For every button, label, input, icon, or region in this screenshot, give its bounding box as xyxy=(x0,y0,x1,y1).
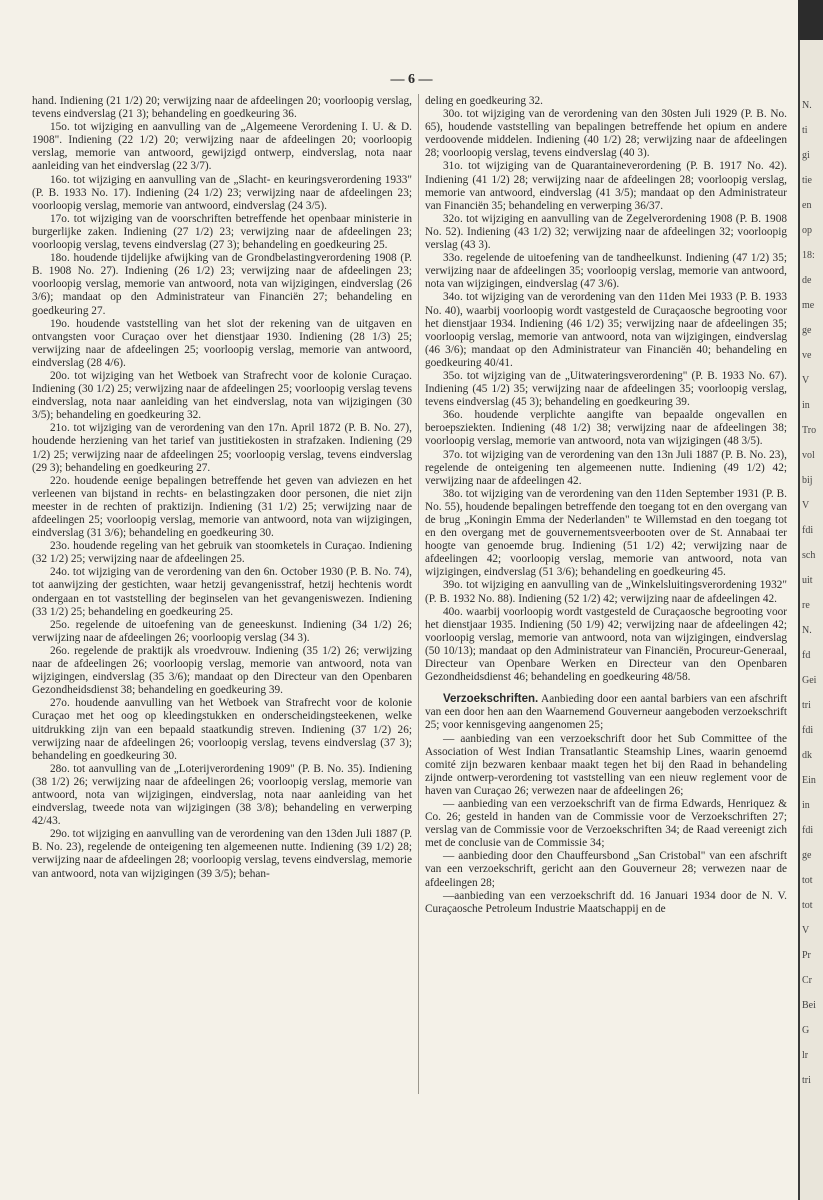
entry: 32o. tot wijziging en aanvulling van de Zegelverordening 1908 (P. B. 1908 No. 52). Indiening (43 1/2) 32; verwijzing naar de afdeelingen 32; voorloopig verslag (43 3). xyxy=(425,212,787,252)
entry: 33o. regelende de uitoefening van de tandheelkunst. Indiening (47 1/2) 35; verwijzing naar de afdeelingen 35; voorloopig verslag, memorie van antwoord, nota van wijzigingen, eindverslag (47 3/6). xyxy=(425,252,787,291)
margin-fragment: Tro xyxy=(802,425,817,436)
entry: 26o. regelende de praktijk als vroedvrouw. Indiening (35 1/2) 26; verwijzing naar de afdeelingen 26; voorloopig verslag, memorie van antwoord, nota van wijzigingen, eindverslag (35 3/6); mandaat op den Directeur van den Openbaren Gezondheidsdienst 38; behandeling en goedkeuring 39. xyxy=(32,644,412,697)
right-column xyxy=(425,95,787,916)
margin-fragment: de xyxy=(802,275,812,286)
margin-fragment: V xyxy=(802,375,810,386)
petition-item: — aanbieding door den Chauffeursbond „San Cristobal" van een afschrift van een verzoekschrift, gericht aan den Gouverneur 28; verwezen naar de afdeelingen 28; xyxy=(425,850,787,889)
entry: 24o. tot wijziging van de verordening van den 6n. October 1930 (P. B. No. 74), tot aanwijzing der gestichten, waar hetzij gevangenisstraf, hetzij hechtenis wordt ondergaan en tot vaststelling der beginselen van het gevangeniswezen. Indiening (33 1/2) 25; behandeling en goedkeuring 25. xyxy=(32,566,412,618)
margin-fragment: dk xyxy=(802,750,812,761)
margin-fragment: fdi xyxy=(802,825,814,836)
petition-item: —aanbieding van een verzoekschrift dd. 16 Januari 1934 door de N. V. Curaçaosche Petroleum Industrie Maatschappij en de xyxy=(425,889,787,915)
margin-fragment: tot xyxy=(802,900,813,911)
entry: 19o. houdende vaststelling van het slot der rekening van de uitgaven en ontvangsten voor Curaçao over het dienstjaar 1930. Indiening (28 1/3) 25; verwijzing naar de afdeelingen 25; voorloopig verslag, memorie van antwoord, eindverslag (28 4/6). xyxy=(32,317,412,369)
margin-fragment: N. xyxy=(802,100,812,111)
margin-fragment: tie xyxy=(802,175,812,186)
page-number: — 6 — xyxy=(390,72,433,87)
margin-fragment: Cr xyxy=(802,975,812,986)
margin-fragment: en xyxy=(802,200,812,211)
entry: 22o. houdende eenige bepalingen betreffende het geven van adviezen en het verleenen van bijstand in rechts- en belastingzaken door personen, die niet zijn meester in de rechten of praktizijn. Indiening (31 1/2) 25; verwijzing naar de afdeelingen 25; voorloopig verslag, memorie van antwoord, nota van wijzigingen, eindverslag (31 3/6); behandeling en goedkeuring 30. xyxy=(32,474,412,540)
entry: deling en goedkeuring 32. xyxy=(425,95,543,107)
entry: 37o. tot wijziging van de verordening van den 13n Juli 1887 (P. B. No. 23), regelende de onteigening ten algemeenen nutte. Indiening (49 1/2) 42; verwijzing naar de afdeelingen 42. xyxy=(425,448,787,487)
entry: 31o. tot wijziging van de Quarantaineverordening (P. B. 1917 No. 42). Indiening (41 1/2) 28; verwijzing naar de afdeelingen 28; voorloopig verslag, memorie van antwoord, eindverslag (41 3/5); mandaat op den Administrateur van Financiën 35; behandeling en verwerping 36/37. xyxy=(425,160,787,212)
entry: 36o. houdende verplichte aangifte van bepaalde ongevallen en beroepsziekten. Indiening (48 1/2) 38; verwijzing naar de afdeelingen 38; voorloopig verslag, memorie van antwoord, nota van wijzigingen (48 3/5). xyxy=(425,409,787,448)
margin-fragment: Gei xyxy=(802,675,817,686)
entry: 35o. tot wijziging van de „Uitwateringsverordening" (P. B. 1933 No. 67). Indiening (45 1/2) 35; verwijzing naar de afdeelingen 35; voorloopig verslag, tevens eindverslag (45 3); behandeling en goedkeuring 39. xyxy=(425,369,787,409)
entry: 27o. houdende aanvulling van het Wetboek van Strafrecht voor de kolonie Curaçao met het oog op kleedingstukken en onderscheidingsteekenen, welke uitdrukking zijn van een bepaald staatkundig streven. Indiening (37 1/2) 26; verwijzing naar de afdeelingen 26; voorloopig verslag, tevens eindverslag (37 3); behandeling en goedkeuring 30. xyxy=(32,697,412,762)
margin-fragment: tri xyxy=(802,1075,811,1086)
margin-fragment: fd xyxy=(802,650,811,661)
entry: 39o. tot wijziging en aanvulling van de „Winkelsluitingsverordening 1932" (P. B. 1932 No. 88). Indiening (52 1/2) 42; verwijzing naar de afdeelingen 42. xyxy=(425,579,787,605)
entry: 30o. tot wijziging van de verordening van den 30sten Juli 1929 (P. B. No. 65), houdende vaststelling van bepalingen betreffende het opium en andere verdoovende middelen. Indiening (40 1/2) 28; verwijzing naar de afdeelingen 28; voorloopig verslag, tevens eindverslag (40 3). xyxy=(425,108,787,160)
margin-fragment: fdi xyxy=(802,525,814,536)
entry: 21o. tot wijziging van de verordening van den 17n. April 1872 (P. B. No. 27), houdende herziening van het tarief van justitiekosten in strafzaken. Indiening (29 1/2) 25; verwijzing naar de afdeelingen 25; voorloopig verslag, tevens eindverslag (29 3); behandeling en goedkeuring 27. xyxy=(32,422,412,474)
margin-fragment: N. xyxy=(802,625,812,636)
entry: 25o. regelende de uitoefening van de geneeskunst. Indiening (34 1/2) 26; verwijzing naar de afdeelingen 26; voorloopig verslag (34 3). xyxy=(32,618,412,644)
margin-fragment: bij xyxy=(802,475,813,486)
entry: 28o. tot aanvulling van de „Loterijverordening 1909" (P. B. No. 35). Indiening (38 1/2) 26; verwijzing naar de afdeelingen 26; voorloopig verslag, memorie van antwoord, nota van wijzigingen, eindverslag, nota naar aanleiding van het eindverslag, tweede nota van wijzigingen (38 3/8); behandeling en verwerping 42/43. xyxy=(32,762,412,828)
margin-fragment: ti xyxy=(802,125,808,136)
margin-fragment: me xyxy=(802,300,815,311)
petition-item: — aanbieding van een verzoekschrift van de firma Edwards, Henriquez & Co. 26; gesteld in handen van de Commissie voor de Verzoekschriften 27; verslag van de Commissie voor de Verzoekschriften 34; de Raad vereenigt zich met de conclusie van de Commissie 34; xyxy=(425,797,787,850)
margin-fragment: ve xyxy=(802,350,812,361)
entry: 18o. houdende tijdelijke afwijking van de Grondbelastingverordening 1908 (P. B. 1908 No. 27). Indiening (26 1/2) 23; verwijzing naar de afdeelingen 23; voorloopig verslag, memorie van antwoord, nota van wijzigingen, eindverslag (26 3/6); mandaat op den Administrateur van Financiën 27; behandeling en goedkeuring 27. xyxy=(32,252,412,317)
entry: 40o. waarbij voorloopig wordt vastgesteld de Curaçaosche begrooting voor het dienstjaar 1935. Indiening (50 1/9) 42; verwijzing naar de afdeelingen 42; voorloopig verslag, memorie van antwoord, nota van wijzigingen, eindverslag (50 10/13); mandaat op den Administrateur van Financiën, Procureur-Generaal, Directeur van Openbare Werken en Directeur van den Openbaren Gezondheidsdienst 46; behandeling en goedkeuring 48/58. xyxy=(425,605,787,684)
margin-fragment: V xyxy=(802,925,810,936)
entry: 38o. tot wijziging van de verordening van den 11den September 1931 (P. B. No. 55), houdende bepalingen betreffende den toegang tot en den overgang van de brug „Koningin Emma der Nederlanden" te Willemstad en den toegang tot en den overgang met de gouvernementsveerbooten over de St. Annabaai ter hoogte van genoemde brug. Indiening (51 1/2) 42; verwijzing naar de afdeelingen 42; voorloopig verslag, memorie van antwoord, nota van wijzigingen, eindverslag (51 3/6); behandeling en goedkeuring 45. xyxy=(425,487,787,579)
entry: 34o. tot wijziging van de verordening van den 11den Mei 1933 (P. B. 1933 No. 40), waarbij voorloopig wordt vastgesteld de Curaçaosche begrooting voor het dienstjaar 1934. Indiening (46 1/2) 35; verwijzing naar de afdeelingen 35; voorloopig verslag, memorie van antwoord, nota van wijzigingen, eindverslag (46 3/6); mandaat op den Administrateur van Financiën 40; behandeling en goedkeuring 40/41. xyxy=(425,291,787,369)
margin-fragment: sch xyxy=(802,550,816,561)
margin-fragment: re xyxy=(802,600,810,611)
margin-fragment: ge xyxy=(802,325,812,336)
margin-fragment: V xyxy=(802,500,810,511)
petition-item: — aanbieding van een verzoekschrift door het Sub Committee of the Association of West Indian Transatlantic Steamship Lines, waarin genoemd comité zijn bezwaren kenbaar maakt tegen het bij den Raad in behandeling zijnde ontwerp-verordening tot vaststelling van een nieuw reglement voor de haven van Curaçao 26; verwezen naar de afdeelingen 26; xyxy=(425,732,787,797)
entry: 20o. tot wijziging van het Wetboek van Strafrecht voor de kolonie Curaçao. Indiening (30 1/2) 25; verwijzing naar de afdeelingen 25; voorloopig verslag tevens eindverslag, nota naar aanleiding van het eindverslag, nota van wijzigingen (30 3/5); behandeling en goedkeuring 32. xyxy=(32,369,412,422)
column-divider xyxy=(418,94,419,1094)
entry: 23o. houdende regeling van het gebruik van stoomketels in Curaçao. Indiening (32 1/2) 25; verwijzing naar de afdeelingen 25. xyxy=(32,540,412,566)
margin-fragment: lr xyxy=(802,1050,809,1061)
entry: 17o. tot wijziging van de voorschriften betreffende het openbaar ministerie in burgerlijke zaken. Indiening (27 1/2) 23; verwijzing naar de afdeelingen 23; voorloopig verslag, tevens eindverslag (27 3); behandeling en goedkeuring 25. xyxy=(32,212,412,252)
section-title: Verzoekschriften. xyxy=(443,693,539,706)
margin-fragment: in xyxy=(802,800,810,811)
entry: hand. Indiening (21 1/2) 20; verwijzing naar de afdeelingen 20; voorloopig verslag, tevens eindverslag (21 3); behandeling en goedkeuring 36. xyxy=(32,95,412,121)
section-verzoekschriften xyxy=(425,693,787,732)
entry: 15o. tot wijziging en aanvulling van de „Algemeene Verordening I. U. & D. 1908". Indiening (22 1/2) 20; verwijzing naar de afdeelingen 20; voorloopig verslag, memorie van antwoord, gewijzigd ontwerp, eindverslag, nota naar aanleiding van het eindverslag (22 3/7). xyxy=(32,121,412,173)
section-intro: Aanbieding door een aantal barbiers van een afschrift van een door hen aan den Waarnemend Gouverneur aangeboden verzoekschrift 25; voor kennisgeving aangenomen 25; xyxy=(425,693,787,732)
margin-fragment: tot xyxy=(802,875,813,886)
left-column xyxy=(32,95,412,881)
adjacent-page-edge-top xyxy=(798,0,823,40)
margin-fragment: fdi xyxy=(802,725,814,736)
entry: 16o. tot wijziging en aanvulling van de „Slacht- en keuringsverordening 1933" (P. B. 1933 No. 17). Indiening (24 1/2) 23; verwijzing naar de afdeelingen 23; voorloopig verslag, memorie van antwoord, eindverslag (24 3/5). xyxy=(32,173,412,212)
margin-fragment: 18: xyxy=(802,250,815,261)
margin-fragment: Bei xyxy=(802,1000,816,1011)
margin-fragment: G xyxy=(802,1025,810,1036)
margin-fragment: vol xyxy=(802,450,815,461)
margin-fragment: uit xyxy=(802,575,813,586)
entry: 29o. tot wijziging en aanvulling van de verordening van den 13den Juli 1887 (P. B. No. 23), regelende de onteigening ten algemeenen nutte. Indiening (39 1/2) 28; verwijzing naar de afdeelingen 28; voorloopig verslag, tevens eindverslag, memorie van antwoord, nota van wijzigingen (39 3/5); behan- xyxy=(32,828,412,880)
margin-fragment: ge xyxy=(802,850,812,861)
margin-fragment: tri xyxy=(802,700,811,711)
margin-fragment: in xyxy=(802,400,810,411)
margin-fragment: Pr xyxy=(802,950,811,961)
margin-fragment: gi xyxy=(802,150,810,161)
margin-fragment: Ein xyxy=(802,775,816,786)
margin-fragment: op xyxy=(802,225,812,236)
